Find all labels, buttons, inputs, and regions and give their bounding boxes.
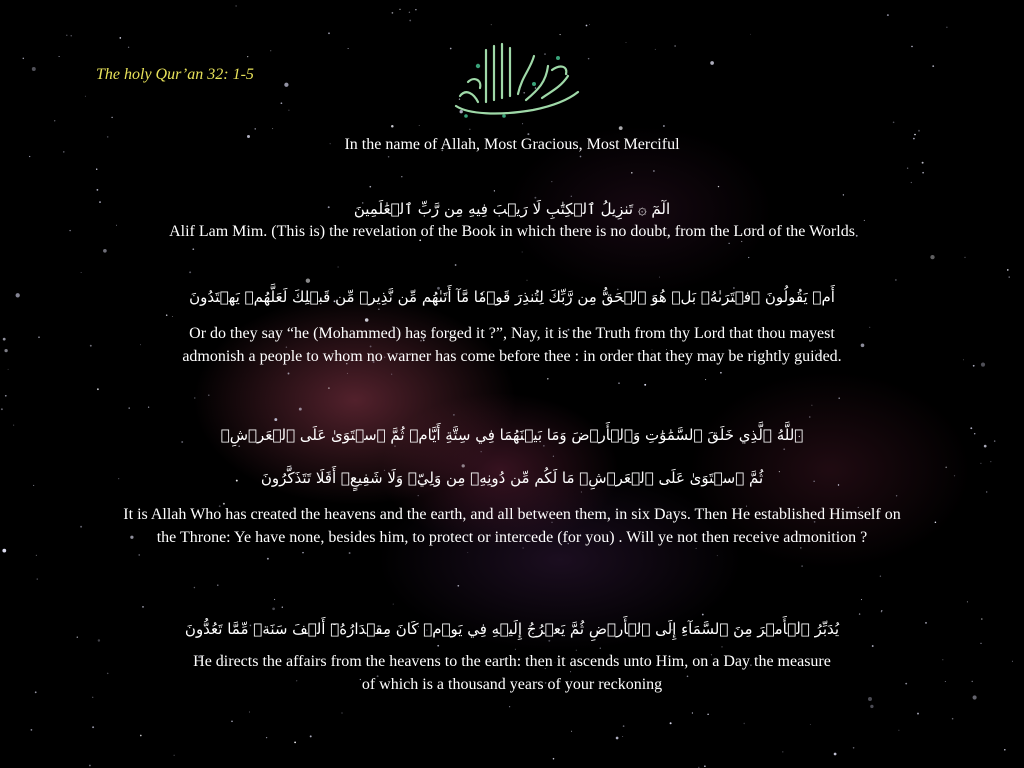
star [272, 607, 275, 610]
star [37, 579, 38, 580]
star [553, 758, 555, 760]
star [23, 58, 24, 59]
star [419, 125, 420, 126]
star [522, 251, 523, 252]
star [92, 697, 93, 698]
star [922, 162, 924, 164]
star [32, 67, 36, 71]
star [748, 257, 749, 258]
star [589, 24, 590, 25]
star [973, 695, 977, 699]
star [409, 12, 410, 13]
star [399, 9, 400, 10]
star [527, 280, 528, 281]
star [922, 172, 924, 174]
star [718, 186, 719, 187]
star [659, 277, 660, 278]
star [870, 705, 873, 708]
star [391, 374, 392, 375]
star [388, 156, 390, 158]
star [750, 34, 751, 35]
star [194, 397, 195, 398]
star [571, 731, 572, 732]
star [415, 9, 416, 10]
star [299, 408, 302, 411]
star [270, 50, 271, 51]
verse-1-arabic: الٓمٓ ۞ تَنزِيلُ ٱلۡكِتَٰبِ لَا رَيۡبَ فِيهِ مِن رَّبِّ ٱلۡعَٰلَمِينَ [353, 200, 671, 218]
star [843, 194, 844, 195]
star [717, 555, 718, 556]
star [930, 255, 934, 259]
star [702, 614, 704, 616]
star [249, 712, 250, 713]
star [744, 723, 745, 724]
star [306, 279, 310, 283]
star [338, 266, 339, 267]
star [36, 555, 37, 556]
star [111, 117, 112, 118]
star [907, 168, 908, 169]
star [81, 272, 82, 273]
star [71, 35, 72, 36]
star [128, 47, 129, 48]
star [586, 25, 588, 27]
slide-title: The holy Qur’an 32: 1-5 [96, 66, 254, 83]
star [616, 737, 619, 740]
star [347, 373, 348, 374]
star [217, 585, 218, 586]
star [393, 604, 394, 605]
verse-3-english-line-1: It is Allah Who has created the heavens and the earth, and all between them, in six Days. Then He established Himself on [123, 506, 901, 523]
star [266, 737, 267, 738]
star [881, 610, 882, 611]
star [494, 190, 495, 191]
verse-2-arabic: أَمۡ يَقُولُونَ ٱفۡتَرَىٰهُۚ بَلۡ هُوَ ٱلۡحَقُّ مِن رَّبِّكَ لِتُنذِرَ قَوۡمٗا مَّآ أَتَىٰهُم مِّن نَّذِيرٖ مِّن قَبۡلِكَ لَعَلَّهُمۡ يَهۡتَدُونَ [189, 288, 835, 306]
star [328, 32, 330, 34]
star [838, 397, 839, 398]
basmala-translation: In the name of Allah, Most Gracious, Most Merciful [344, 136, 680, 153]
star [721, 646, 722, 647]
star [189, 271, 191, 273]
star [85, 96, 86, 97]
star [964, 257, 965, 258]
star [96, 189, 98, 191]
star [859, 613, 860, 614]
star [880, 576, 881, 577]
star [783, 448, 785, 450]
star [1, 408, 3, 410]
star [990, 461, 991, 462]
star [551, 181, 552, 182]
verse-1-english: Alif Lam Mim. (This is) the revelation of the Book in which there is no doubt, from the Lord of the Worlds [169, 223, 855, 240]
star [895, 279, 896, 280]
star [274, 418, 277, 421]
star [967, 601, 968, 602]
star [54, 120, 55, 121]
star [571, 196, 572, 197]
star [365, 318, 369, 322]
verse-2-english-line-2: admonish a people to whom no warner has come before thee : in order that they may be rightly guided. [182, 348, 842, 365]
star [139, 554, 140, 555]
star [288, 373, 290, 375]
star [674, 45, 675, 46]
verse-4-english-line-2: of which is a thousand years of your reckoning [361, 676, 663, 693]
star [704, 765, 706, 767]
star [31, 729, 33, 731]
star [194, 587, 196, 589]
star [560, 34, 561, 35]
star [174, 755, 175, 756]
star [128, 407, 129, 408]
star [148, 407, 149, 408]
star [467, 552, 468, 553]
star [653, 170, 655, 172]
star [720, 372, 722, 374]
star [626, 42, 627, 43]
star [481, 451, 482, 452]
star [96, 169, 97, 170]
star [294, 742, 296, 744]
star [515, 649, 516, 650]
star [281, 102, 283, 104]
star [97, 388, 99, 390]
verse-3-arabic-line-2: ثُمَّ ٱسۡتَوَىٰ عَلَى ٱلۡعَرۡشِۖ مَا لَكُم مِّن دُونِهِۦ مِن وَلِيّٖ وَلَا شَفِيعٍۚ أَفَلَا تَتَذَكَّرُونَ [260, 469, 764, 487]
star [409, 20, 411, 22]
star [455, 264, 457, 266]
star [192, 248, 194, 250]
star [172, 316, 173, 317]
star [140, 735, 142, 737]
star [29, 156, 30, 157]
star [392, 12, 394, 14]
star [142, 606, 144, 608]
star [932, 65, 934, 67]
star [119, 37, 121, 39]
star [341, 712, 342, 713]
star [247, 56, 248, 57]
star [898, 730, 899, 731]
star [8, 369, 9, 370]
star [911, 182, 912, 183]
star [655, 49, 656, 50]
star [811, 405, 812, 406]
star [453, 414, 455, 416]
star [284, 83, 288, 87]
star [522, 123, 523, 124]
basmala-calligraphy-logo [438, 36, 588, 122]
star [980, 463, 981, 464]
star [267, 558, 269, 560]
star [282, 607, 283, 608]
star [1007, 269, 1009, 271]
star [255, 128, 256, 129]
star [89, 765, 91, 767]
star [437, 645, 439, 647]
star [631, 172, 633, 174]
verse-3-arabic-line-1: ٱللَّهُ ٱلَّذِي خَلَقَ ٱلسَّمَٰوَٰتِ وَٱلۡأَرۡضَ وَمَا بَيۡنَهُمَا فِي سِتَّةِ أَيَّامٖ ثُمَّ ٱسۡتَوَىٰ عَلَى ٱلۡعَرۡشِۖ [220, 426, 804, 444]
star [272, 128, 273, 129]
star [369, 186, 371, 188]
star [710, 61, 714, 65]
star [917, 713, 919, 715]
star [911, 46, 912, 47]
star [548, 640, 550, 642]
star [893, 122, 895, 124]
star [588, 58, 590, 60]
star [302, 552, 304, 554]
star [1009, 276, 1010, 277]
star [235, 5, 236, 6]
star [663, 125, 665, 127]
star [92, 726, 94, 728]
star [103, 249, 107, 253]
star [986, 491, 987, 492]
star [328, 387, 330, 389]
star [208, 395, 209, 396]
star [600, 647, 601, 648]
star [692, 712, 693, 713]
star [861, 599, 862, 600]
star [623, 725, 625, 727]
star [705, 379, 706, 380]
star [872, 645, 874, 647]
verse-2-english-line-1: Or do they say “he (Mohammed) has forged it ?”, Nay, it is the Truth from thy Lord that thou mayest [189, 325, 835, 342]
star [952, 718, 954, 720]
star [946, 27, 947, 28]
star [581, 491, 582, 492]
star [810, 724, 811, 725]
star [896, 495, 897, 496]
star [418, 495, 419, 496]
star [348, 48, 349, 49]
star [834, 753, 837, 756]
star [1004, 749, 1006, 751]
star [853, 747, 855, 749]
star [782, 751, 783, 752]
star [310, 735, 312, 737]
star [274, 599, 275, 600]
verse-4-arabic: يُدَبِّرُ ٱلۡأَمۡرَ مِنَ ٱلسَّمَآءِ إِلَى ٱلۡأَرۡضِ ثُمَّ يَعۡرُجُ إِلَيۡهِ فِي يَوۡمٖ كَانَ مِقۡدَارُهُۥٓ أَلۡفَ سَنَةٖ مِّمَّا تَعُدُّونَ [184, 620, 840, 638]
star [401, 176, 402, 177]
star [868, 697, 872, 701]
star [2, 549, 6, 553]
star [469, 129, 470, 130]
star [553, 456, 554, 457]
star [707, 714, 708, 715]
star [231, 720, 233, 722]
star [980, 643, 981, 644]
star [809, 416, 810, 417]
star [801, 565, 803, 567]
star [378, 309, 379, 310]
star [670, 722, 672, 724]
star [457, 585, 459, 587]
star [288, 110, 289, 111]
star [509, 706, 510, 707]
star [5, 395, 7, 397]
verse-4-english-line-1: He directs the affairs from the heavens to the earth: then it ascends unto Him, on a Day the measure [193, 653, 831, 670]
star [622, 736, 623, 737]
star [491, 24, 492, 25]
star [887, 14, 889, 16]
star [59, 56, 60, 57]
star [66, 35, 67, 36]
star [547, 378, 549, 380]
star [349, 552, 351, 554]
verse-3-english-line-2: the Throne: Ye have none, besides him, to protect or intercede (for you) . Will ye not then receive admonition ? [156, 529, 868, 546]
star [166, 314, 168, 316]
star [618, 382, 620, 384]
star [391, 125, 394, 128]
star [619, 126, 623, 130]
star [918, 130, 920, 132]
star [644, 384, 646, 386]
